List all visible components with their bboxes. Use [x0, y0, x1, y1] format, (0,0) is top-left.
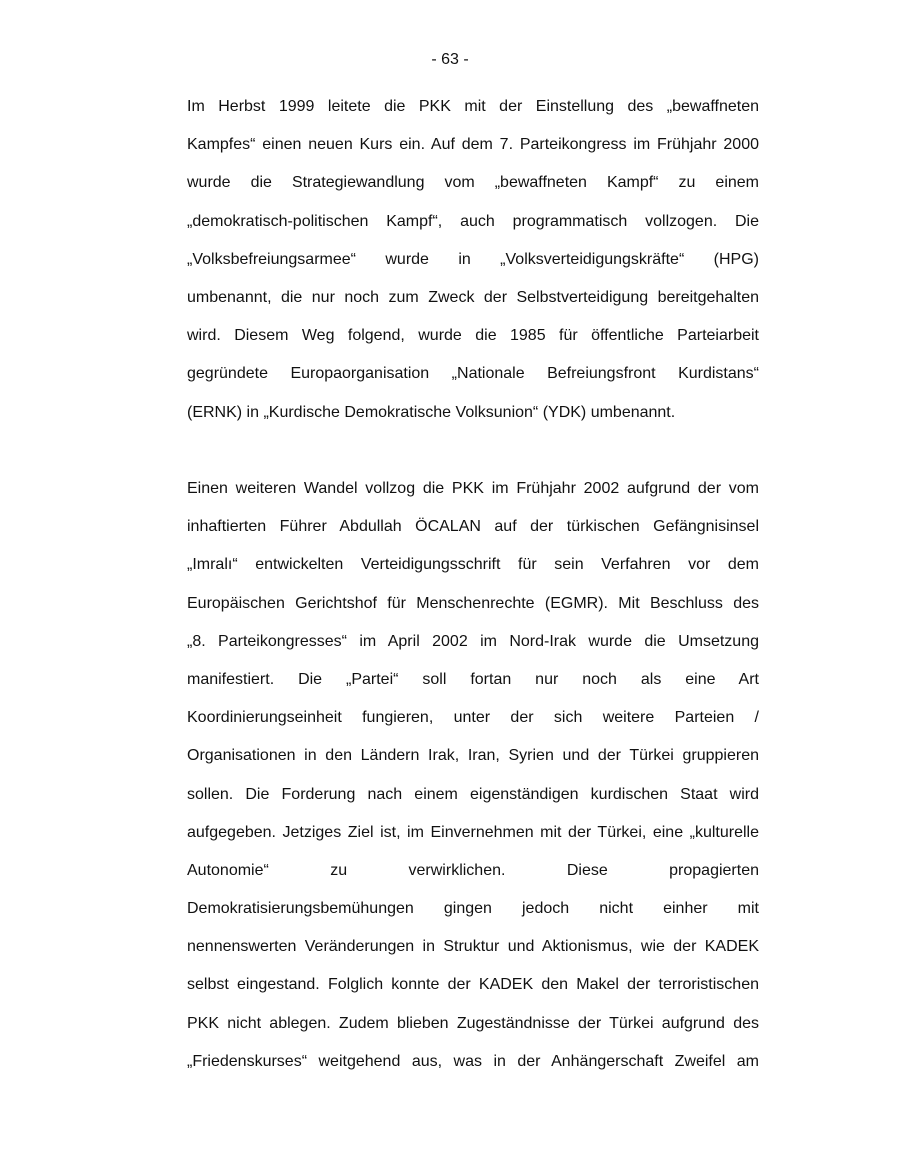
- text-line: selbst eingestand. Folglich konnte der KADEK den Makel der terroristischen: [187, 976, 759, 994]
- text-line: wurde die Strategiewandlung vom „bewaffneten Kampf“ zu einem: [187, 174, 759, 192]
- text-line: Koordinierungseinheit fungieren, unter der sich weitere Parteien /: [187, 709, 759, 727]
- text-line: nennenswerten Veränderungen in Struktur und Aktionismus, wie der KADEK: [187, 938, 759, 956]
- text-line: PKK nicht ablegen. Zudem blieben Zugeständnisse der Türkei aufgrund des: [187, 1014, 759, 1032]
- text-line: „8. Parteikongresses“ im April 2002 im Nord-Irak wurde die Umsetzung: [187, 632, 759, 650]
- text-line: Im Herbst 1999 leitete die PKK mit der Einstellung des „bewaffneten: [187, 98, 759, 115]
- text-line: „demokratisch-politischen Kampf“, auch programmatisch vollzogen. Die: [187, 212, 759, 230]
- text-line: wird. Diesem Weg folgend, wurde die 1985 für öffentliche Parteiarbeit: [187, 327, 759, 345]
- text-line: Autonomie“ zu verwirklichen. Diese propagierten: [187, 861, 759, 879]
- text-line: „Volksbefreiungsarmee“ wurde in „Volksverteidigungskräfte“ (HPG): [187, 250, 759, 268]
- text-line: inhaftierten Führer Abdullah ÖCALAN auf der türkischen Gefängnisinsel: [187, 518, 759, 536]
- text-line: Einen weiteren Wandel vollzog die PKK im Frühjahr 2002 aufgrund der vom: [187, 480, 759, 497]
- paragraph-1: [187, 88, 759, 432]
- text-line: (ERNK) in „Kurdische Demokratische Volksunion“ (YDK) umbenannt.: [187, 403, 676, 421]
- page-number: - 63 -: [431, 51, 469, 68]
- text-line: gegründete Europaorganisation „Nationale Befreiungsfront Kurdistans“: [187, 365, 759, 383]
- text-line: Kampfes“ einen neuen Kurs ein. Auf dem 7. Parteikongress im Frühjahr 2000: [187, 136, 759, 154]
- text-line: aufgegeben. Jetziges Ziel ist, im Einvernehmen mit der Türkei, eine „kulturelle: [187, 823, 759, 841]
- text-line: umbenannt, die nur noch zum Zweck der Selbstverteidigung bereitgehalten: [187, 288, 759, 306]
- text-line: Europäischen Gerichtshof für Menschenrechte (EGMR). Mit Beschluss des: [187, 594, 759, 612]
- text-line: Demokratisierungsbemühungen gingen jedoch nicht einher mit: [187, 900, 759, 918]
- text-line: sollen. Die Forderung nach einem eigenständigen kurdischen Staat wird: [187, 785, 759, 803]
- text-line: „Imralı“ entwickelten Verteidigungsschrift für sein Verfahren vor dem: [187, 556, 759, 574]
- text-line: „Friedenskurses“ weitgehend aus, was in der Anhängerschaft Zweifel am: [187, 1052, 759, 1070]
- text-line: Organisationen in den Ländern Irak, Iran, Syrien und der Türkei gruppieren: [187, 747, 759, 765]
- paragraph-2: [187, 470, 759, 1081]
- text-line: manifestiert. Die „Partei“ soll fortan nur noch als eine Art: [187, 670, 759, 688]
